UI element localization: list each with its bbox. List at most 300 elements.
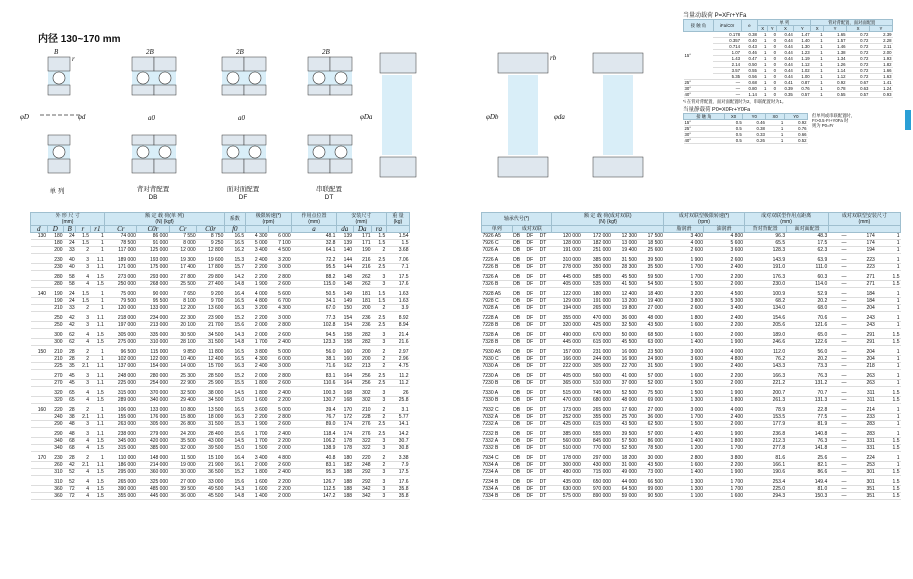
table-cell: —: [828, 240, 847, 247]
table-cell: 8 000: [169, 240, 197, 247]
table-cell: 263: [847, 373, 875, 380]
table-cell: 340: [47, 438, 64, 445]
table-cell: 278 000: [552, 264, 582, 271]
table-cell: 4 000: [664, 240, 704, 247]
table-cell: 158: [336, 339, 353, 346]
table-cell: 0.56: [741, 74, 758, 80]
table-cell: 3.57: [713, 68, 741, 74]
table-cell: 96.3: [744, 233, 786, 240]
table-cell: 2 200: [704, 322, 744, 329]
table-cell: DT: [539, 445, 552, 452]
table-cell: 14.8: [224, 281, 245, 288]
table-cell: 148: [336, 281, 353, 288]
table-cell: 2 400: [268, 431, 291, 438]
table-cell: [31, 298, 48, 305]
table-cell: 1.40: [794, 38, 811, 44]
rh-speed: 成对双联型极限转速(*) (rpm): [664, 213, 744, 226]
table-cell: 178 000: [552, 455, 582, 462]
table-cell: 2 600: [664, 247, 704, 254]
table-cell: 33: [64, 305, 76, 312]
table-cell: 230: [47, 264, 64, 271]
table-cell: 30.7: [386, 438, 409, 445]
table-cell: 62: [64, 332, 76, 339]
table-cell: 1 400: [664, 431, 704, 438]
column-header: da: [336, 226, 353, 233]
table-cell: DB: [512, 233, 525, 240]
table-cell: 0.72: [847, 62, 870, 68]
table-cell: DF: [526, 397, 539, 404]
table-cell: 243: [847, 322, 875, 329]
table-cell: 1 700: [664, 264, 704, 271]
table-cell: 1: [811, 38, 824, 44]
table-cell: 9 250: [197, 240, 225, 247]
table-cell: 1 600: [664, 322, 704, 329]
table-cell: 81.0: [786, 486, 828, 493]
table-row: [482, 445, 901, 452]
table-cell: 19 300: [169, 257, 197, 264]
table-cell: 265 000: [582, 407, 612, 414]
label-B: B: [54, 48, 59, 56]
table-cell: 342: [353, 493, 372, 500]
table-cell: 294.3: [744, 493, 786, 500]
table-cell: 510 000: [582, 380, 612, 387]
table-cell: 1.5: [876, 274, 901, 281]
table-cell: 16.5: [224, 407, 245, 414]
table-cell: 62.3: [786, 247, 828, 254]
table-cell: 7228 B: [482, 322, 513, 329]
table-cell: 123.3: [292, 339, 337, 346]
table-cell: 166.3: [744, 373, 786, 380]
table-cell: 189 000: [105, 257, 137, 264]
table-cell: 25 700: [612, 414, 638, 421]
table-cell: 32 500: [169, 390, 197, 397]
table-cell: 2 000: [704, 332, 744, 339]
table-cell: 139: [336, 233, 353, 240]
table-cell: 3: [372, 486, 387, 493]
table-cell: —: [828, 339, 847, 346]
table-cell: 133 000: [137, 407, 169, 414]
table-cell: 271: [847, 274, 875, 281]
table-cell: 770 000: [582, 445, 612, 452]
label-2B-df: 2B: [236, 48, 244, 56]
table-cell: 1.1: [90, 315, 105, 322]
table-cell: —: [828, 315, 847, 322]
table-cell: 15°: [684, 120, 725, 126]
table-cell: 190: [47, 291, 64, 298]
table-cell: 149: [336, 298, 353, 305]
table-cell: 200: [353, 305, 372, 312]
table-cell: DT: [539, 274, 552, 281]
table-cell: 16.5: [224, 240, 245, 247]
table-cell: 0.76: [794, 86, 811, 92]
table-cell: 300 000: [552, 462, 582, 469]
table-cell: 280: [47, 281, 64, 288]
table-cell: DT: [539, 281, 552, 288]
table-cell: 3: [76, 373, 90, 380]
table-cell: 190: [353, 247, 372, 254]
table-cell: 1: [758, 80, 768, 86]
table-cell: 6 000: [268, 233, 291, 240]
table-cell: 33: [64, 247, 76, 254]
table-cell: 137 000: [105, 363, 137, 370]
table-cell: 1: [876, 315, 901, 322]
caption-db-cn: 背对背配置: [136, 186, 170, 193]
caption-single: 单 列: [49, 188, 65, 195]
table-cell: 76.7: [292, 414, 337, 421]
table-cell: DF: [526, 356, 539, 363]
table-cell: —: [828, 479, 847, 486]
table-cell: 234 000: [137, 315, 169, 322]
table-cell: 18 200: [612, 455, 638, 462]
table-cell: 4 800: [268, 455, 291, 462]
table-cell: 26 800: [169, 421, 197, 428]
table-cell: 177.9: [744, 421, 786, 428]
table-cell: 1.5: [876, 281, 901, 288]
table-cell: 2 000: [704, 380, 744, 387]
table-cell: 1 900: [245, 421, 268, 428]
table-cell: 260: [47, 462, 64, 469]
h-angle: 接 触 角: [684, 20, 714, 32]
table-row: [31, 247, 410, 254]
table-cell: 1.5: [876, 469, 901, 476]
table-cell: 114.0: [786, 281, 828, 288]
table-cell: 1.1: [90, 264, 105, 271]
table-cell: 2: [76, 455, 90, 462]
table-cell: 200: [353, 356, 372, 363]
table-cell: 59 500: [638, 274, 664, 281]
table-cell: DB: [512, 257, 525, 264]
table-cell: 0.46: [743, 120, 766, 126]
table-cell: 38.1: [292, 356, 337, 363]
table-cell: 25 900: [197, 380, 225, 387]
table-cell: 7.1: [386, 264, 409, 271]
table-row: [31, 462, 410, 469]
h-e: e: [741, 20, 758, 32]
table-cell: —: [828, 305, 847, 312]
table-cell: 1 400: [664, 339, 704, 346]
table-cell: 385 000: [582, 257, 612, 264]
table-cell: DT: [539, 373, 552, 380]
table-cell: 1.5: [372, 291, 387, 298]
table-cell: 212.3: [744, 438, 786, 445]
table-cell: 290: [47, 431, 64, 438]
table-cell: 2 200: [268, 438, 291, 445]
table-row: [31, 305, 410, 312]
table-cell: 230: [47, 257, 64, 264]
table-cell: DB: [512, 349, 525, 356]
table-cell: 2 800: [268, 322, 291, 329]
table-cell: 1: [90, 247, 105, 254]
table-cell: 120 000: [105, 305, 137, 312]
table-cell: 29 400: [169, 397, 197, 404]
table-cell: [31, 240, 48, 247]
table-cell: DB: [512, 438, 525, 445]
table-cell: 2 800: [268, 274, 291, 281]
table-cell: DB: [512, 315, 525, 322]
table-cell: 41 000: [612, 373, 638, 380]
table-cell: 111.0: [786, 264, 828, 271]
label-d: φd: [78, 113, 86, 121]
table-cell: 178: [336, 438, 353, 445]
table-cell: 1.5: [90, 339, 105, 346]
table-cell: 1.5: [876, 397, 901, 404]
table-cell: 1: [90, 356, 105, 363]
table-cell: 4 300: [245, 233, 268, 240]
table-cell: 1.1: [90, 421, 105, 428]
table-cell: 1.43: [713, 56, 741, 62]
table-row: [31, 322, 410, 329]
table-cell: 143.9: [744, 257, 786, 264]
table-cell: DT: [539, 493, 552, 500]
table-cell: 0.92: [824, 80, 847, 86]
table-cell: 224: [847, 455, 875, 462]
table-cell: DB: [512, 363, 525, 370]
table-cell: 283: [847, 421, 875, 428]
table-cell: 45 500: [197, 493, 225, 500]
caption-dt: DT: [324, 194, 334, 201]
table-cell: 44 000: [612, 479, 638, 486]
table-cell: 1.5: [876, 486, 901, 493]
table-cell: 1: [876, 305, 901, 312]
table-cell: 385 000: [137, 445, 169, 452]
table-cell: 7330 A: [482, 390, 513, 397]
table-cell: 42: [64, 462, 76, 469]
table-cell: 0: [767, 44, 777, 50]
table-cell: 14.3: [224, 486, 245, 493]
table-cell: 3 400: [245, 455, 268, 462]
table-cell: 125 000: [137, 247, 169, 254]
table-cell: 2 600: [268, 421, 291, 428]
table-cell: 8 100: [169, 298, 197, 305]
table-cell: 1: [90, 233, 105, 240]
table-cell: 138.9: [292, 445, 337, 452]
table-cell: 48.1: [292, 233, 337, 240]
table-cell: 122 000: [137, 356, 169, 363]
table-cell: 190.6: [744, 469, 786, 476]
table-cell: 1.00: [794, 74, 811, 80]
table-cell: 248 000: [105, 373, 137, 380]
table-cell: 2 200: [245, 315, 268, 322]
lh-wt: 重 量 (kg): [386, 213, 409, 226]
lh-dims: 外 形 尺 寸 (mm): [31, 213, 105, 226]
table-cell: 19 600: [197, 257, 225, 264]
table-cell: 77.3: [292, 315, 337, 322]
table-cell: 210: [47, 305, 64, 312]
table-cell: 25.6: [786, 455, 828, 462]
column-header: f0: [224, 226, 245, 233]
table-cell: DT: [539, 233, 552, 240]
table-cell: 0.46: [741, 50, 758, 56]
table-cell: 75 500: [638, 390, 664, 397]
table-row: [31, 486, 410, 493]
caption-db: DB: [148, 194, 158, 201]
table-cell: 1 700: [245, 438, 268, 445]
table-row: [482, 322, 901, 329]
table-cell: 36 000: [612, 315, 638, 322]
table-cell: 42: [64, 322, 76, 329]
table-cell: 12 200: [169, 305, 197, 312]
table-cell: 2.1: [76, 363, 90, 370]
table-cell: —: [828, 291, 847, 298]
table-cell: 331: [847, 445, 875, 452]
table-cell: [31, 493, 48, 500]
table-cell: 174: [336, 431, 353, 438]
table-cell: 1 800: [245, 380, 268, 387]
table-cell: 7934 C: [482, 455, 513, 462]
table-cell: 200: [353, 349, 372, 356]
table-cell: 39 500: [612, 431, 638, 438]
table-cell: 140: [31, 291, 48, 298]
table-cell: 2 600: [704, 257, 744, 264]
table-cell: —: [828, 363, 847, 370]
table-cell: DB: [512, 431, 525, 438]
table-cell: 174: [336, 421, 353, 428]
table-cell: 1: [90, 455, 105, 462]
table-cell: 1.07: [713, 50, 741, 56]
table-cell: 3: [76, 257, 90, 264]
table-cell: 295 000: [105, 469, 137, 476]
table-cell: 102 000: [105, 356, 137, 363]
table-cell: 0.57: [794, 92, 811, 98]
table-cell: 3 200: [268, 257, 291, 264]
table-cell: 15°: [684, 32, 714, 80]
table-cell: 7230 A: [482, 373, 513, 380]
table-cell: 1: [876, 356, 901, 363]
table-cell: 1: [758, 56, 768, 62]
table-cell: 95.5: [292, 264, 337, 271]
table-row: [31, 240, 410, 247]
table-cell: 4 500: [268, 247, 291, 254]
table-cell: 3: [372, 493, 387, 500]
table-cell: 49 000: [612, 469, 638, 476]
table-cell: 2 200: [704, 274, 744, 281]
table-cell: 2.5: [372, 264, 387, 271]
table-cell: 16 000: [612, 349, 638, 356]
table-cell: 72: [64, 486, 76, 493]
table-cell: 16.2: [224, 247, 245, 254]
table-cell: 7926 A5: [482, 233, 513, 240]
table-cell: 140: [336, 247, 353, 254]
label-r: r: [72, 55, 75, 63]
table-row: [482, 493, 901, 500]
table-cell: 52: [64, 479, 76, 486]
table-cell: 2 200: [245, 274, 268, 281]
table-cell: 28: [64, 455, 76, 462]
table-cell: 535 000: [582, 281, 612, 288]
table-cell: 0.72: [847, 38, 870, 44]
table-cell: 256: [353, 380, 372, 387]
table-cell: 7234 A: [482, 469, 513, 476]
table-cell: —: [828, 298, 847, 305]
table-cell: 7928 A5: [482, 291, 513, 298]
table-cell: 2 800: [268, 373, 291, 380]
table-cell: 0.357: [713, 38, 741, 44]
table-cell: 350 000: [582, 264, 612, 271]
table-row: [482, 380, 901, 387]
table-cell: 3 000: [664, 407, 704, 414]
table-cell: 0: [767, 86, 777, 92]
table-cell: 4: [76, 493, 90, 500]
table-cell: DF: [526, 315, 539, 322]
table-cell: —: [828, 390, 847, 397]
table-cell: 470 000: [552, 397, 582, 404]
table-cell: 16.5: [224, 233, 245, 240]
table-cell: 122 000: [552, 291, 582, 298]
table-cell: 360: [47, 486, 64, 493]
table-cell: 21 900: [197, 462, 225, 469]
table-cell: 1: [876, 247, 901, 254]
table-cell: 7232 B: [482, 431, 513, 438]
table-cell: 13 500: [197, 407, 225, 414]
table-cell: 420 000: [137, 438, 169, 445]
table-cell: 54 500: [638, 281, 664, 288]
table-cell: 2.1: [76, 414, 90, 421]
table-cell: 0.80: [741, 86, 758, 92]
table-cell: 1.26: [824, 62, 847, 68]
table-cell: 68: [64, 438, 76, 445]
table-cell: 1.5: [90, 493, 105, 500]
table-cell: 14 000: [169, 363, 197, 370]
h-single: 单 列: [758, 20, 811, 26]
table-cell: 34.1: [292, 298, 337, 305]
table-cell: 585 000: [582, 274, 612, 281]
bearing-arrangement-drawings: [20, 45, 420, 185]
table-cell: 4: [76, 332, 90, 339]
table-cell: 20.2: [786, 298, 828, 305]
table-cell: —: [828, 431, 847, 438]
lh-inst: 安装尺寸 (mm): [336, 213, 386, 226]
table-cell: 2: [372, 462, 387, 469]
table-cell: [31, 305, 48, 312]
table-cell: 7 550: [169, 233, 197, 240]
table-cell: 293 000: [137, 274, 169, 281]
table-cell: 22 700: [612, 363, 638, 370]
table-cell: 4.75: [386, 363, 409, 370]
table-cell: 157 000: [552, 349, 582, 356]
table-cell: [31, 281, 48, 288]
table-cell: —: [828, 493, 847, 500]
table-cell: 171 000: [105, 264, 137, 271]
table-cell: 43 000: [197, 438, 225, 445]
table-cell: 40°: [684, 92, 714, 98]
table-cell: 0.44: [777, 62, 794, 68]
table-cell: 15.2: [224, 315, 245, 322]
db-drawing: [132, 48, 176, 173]
table-cell: 1.5: [876, 332, 901, 339]
table-cell: 5 600: [268, 291, 291, 298]
table-cell: 78 500: [105, 240, 137, 247]
table-cell: 282: [353, 339, 372, 346]
table-cell: 4: [76, 281, 90, 288]
table-cell: 14.8: [224, 493, 245, 500]
table-cell: 3: [372, 469, 387, 476]
table-cell: 43 500: [638, 462, 664, 469]
table-cell: 1: [766, 126, 784, 132]
table-cell: 190: [47, 298, 64, 305]
table-cell: [31, 339, 48, 346]
table-cell: 7028 A: [482, 305, 513, 312]
table-cell: 248: [353, 462, 372, 469]
table-row: [482, 397, 901, 404]
table-cell: 28: [64, 349, 76, 356]
table-cell: DF: [526, 281, 539, 288]
table-cell: 1.5: [90, 469, 105, 476]
table-cell: DF: [526, 486, 539, 493]
table-cell: 2 600: [664, 305, 704, 312]
table-cell: 1.5: [76, 291, 90, 298]
table-cell: 24: [64, 291, 76, 298]
table-cell: 1: [811, 50, 824, 56]
